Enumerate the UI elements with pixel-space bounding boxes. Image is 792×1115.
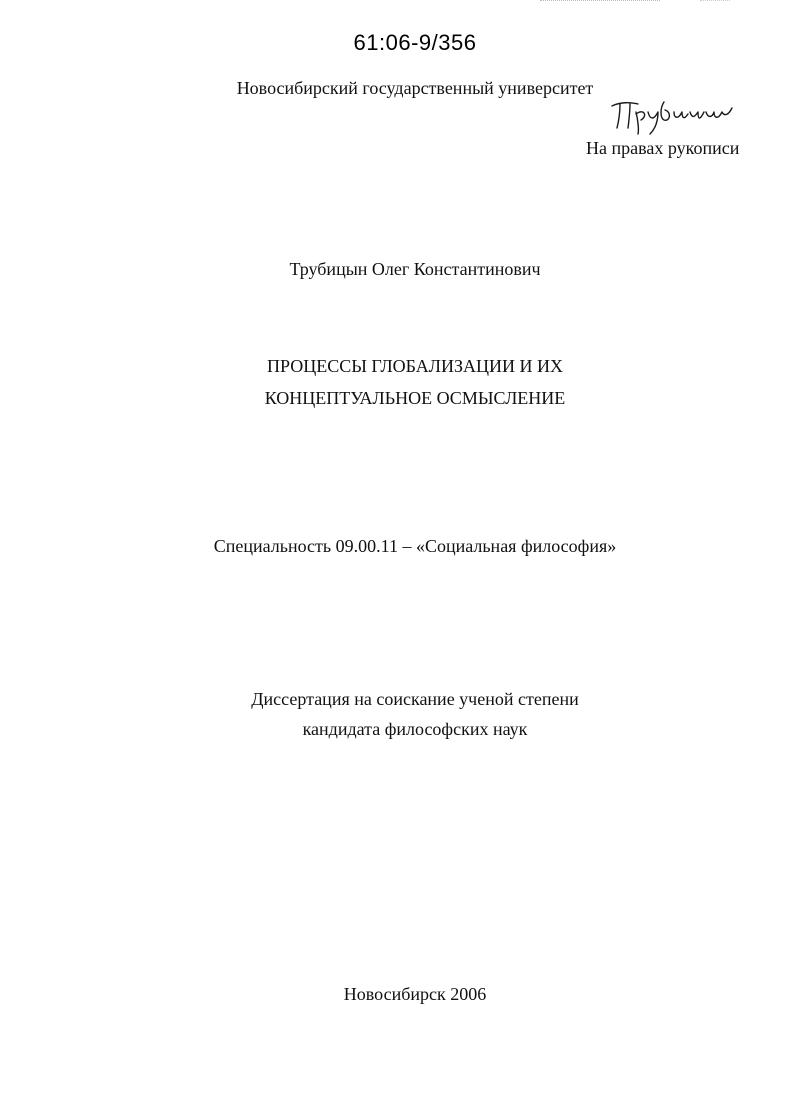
university-name: Новосибирский государственный университет [236,78,594,98]
author-name: Трубицын Олег Константинович [289,259,541,279]
scan-artifact [540,0,660,3]
degree-line: кандидата философских наук [302,719,528,739]
degree-statement [0,684,792,744]
specialty-line: Специальность 09.00.11 – «Социальная философия» [213,536,617,556]
dissertation-title [0,350,792,414]
title-line: КОНЦЕПТУАЛЬНОЕ ОСМЫСЛЕНИЕ [264,388,566,408]
manuscript-rights-note: На правах рукописи [586,138,740,158]
scan-artifact [700,0,730,3]
handwritten-signature [608,94,738,136]
title-line: ПРОЦЕССЫ ГЛОБАЛИЗАЦИИ И ИХ [266,356,563,376]
document-code: 61:06-9/356 [353,30,477,55]
degree-line: Диссертация на соискание ученой степени [251,689,579,709]
city-year: Новосибирск 2006 [343,984,487,1004]
